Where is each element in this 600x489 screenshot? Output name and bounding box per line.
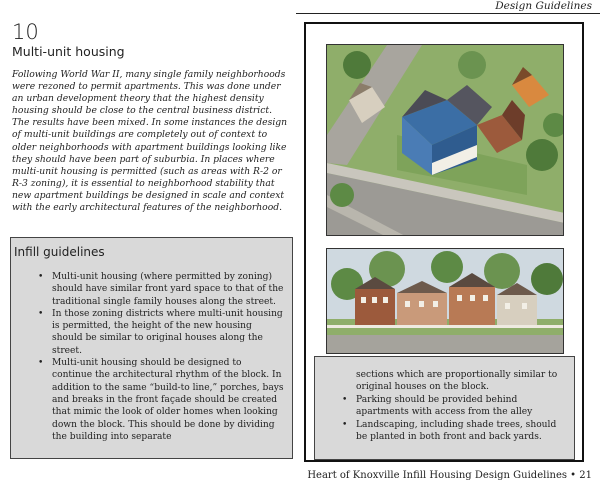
list-item: • Multi-unit housing (where permitted by zoning) should have similar front yard space to that of the traditional single family houses along the street. xyxy=(38,271,284,308)
section-number: 10 xyxy=(12,20,39,44)
header-rule xyxy=(296,13,600,14)
infill-guidelines-heading: Infill guidelines xyxy=(14,245,105,259)
list-item: • Multi-unit housing should be designed to continue the architectural rhythm of the block. In addition to the same “build-to line,” porches, bays and breaks in the front façade should be created that mimic the look of older homes when looking down the block. This should be done by dividing the building into separate xyxy=(38,357,284,443)
infill-guidelines-list-continued xyxy=(342,394,568,443)
aerial-illustration xyxy=(326,44,564,236)
page-footer: Heart of Knoxville Infill Housing Design Guidelines • 21 xyxy=(307,470,592,481)
intro-paragraph: Following World War II, many single family neighborhoods were rezoned to permit apartments. This was done under an urban development theory that the highest density housing should be close to the central business district. The results have been mixed. In some instances the design of multi-unit buildings are completely out of context to older neighborhoods with apartment buildings looking like they should have been part of suburbia. In places where multi-unit housing is permitted (such as areas with R-2 or R-3 zoning), it is essential to neighborhood stability that new apartment buildings be designed in scale and context with the early architectural features of the neighborhood. xyxy=(12,69,288,214)
section-title: Multi-unit housing xyxy=(12,44,125,59)
list-item-continuation: sections which are proportionally similar to original houses on the block. xyxy=(356,370,558,393)
infill-guidelines-list xyxy=(38,271,284,443)
list-item: • In those zoning districts where multi-unit housing is permitted, the height of the new housing should be similar to original houses along the street. xyxy=(38,308,284,357)
list-item: • Parking should be provided behind apartments with access from the alley xyxy=(342,394,568,419)
streetscape-illustration xyxy=(326,248,564,354)
list-item: • Landscaping, including shade trees, should be planted in both front and back yards. xyxy=(342,419,568,444)
running-header: Design Guidelines xyxy=(495,0,592,12)
